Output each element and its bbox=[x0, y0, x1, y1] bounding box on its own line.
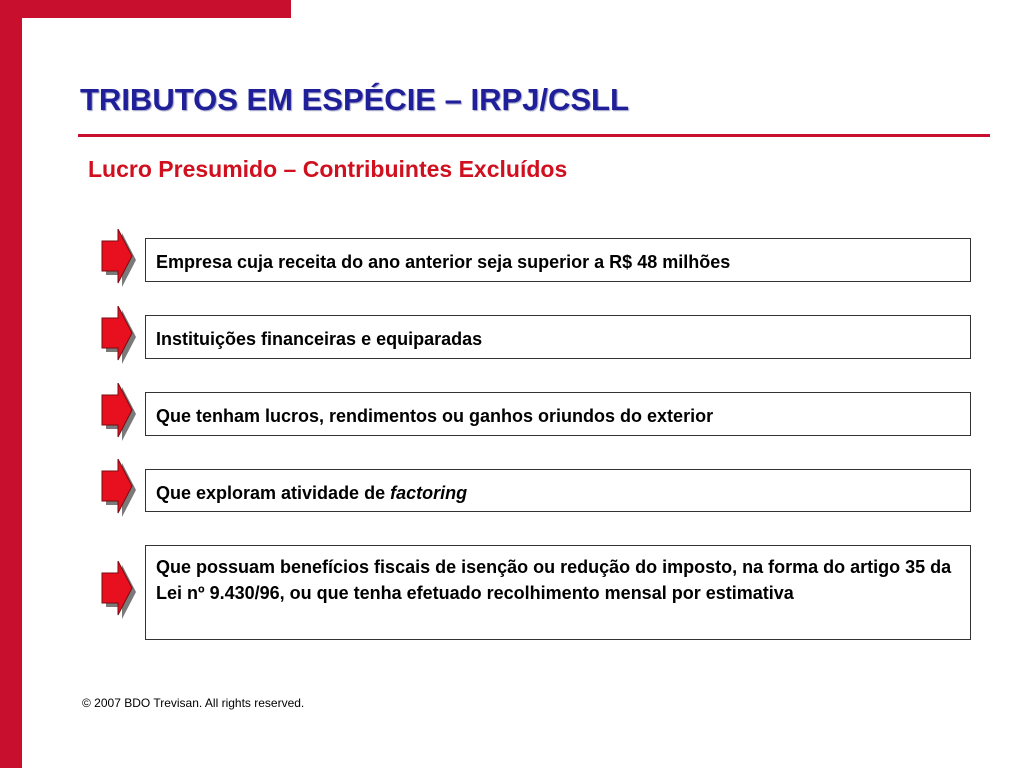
copyright-footer: © 2007 BDO Trevisan. All rights reserved. bbox=[82, 696, 305, 710]
brand-top-bar bbox=[0, 0, 291, 18]
list-item bbox=[145, 545, 971, 640]
slide-title: TRIBUTOS EM ESPÉCIE – IRPJ/CSLL bbox=[80, 82, 629, 117]
list-item-text: Empresa cuja receita do ano anterior seja superior a R$ 48 milhões bbox=[156, 252, 731, 272]
list-item bbox=[145, 469, 971, 512]
arrow-right-icon bbox=[101, 229, 137, 287]
slide-subtitle: Lucro Presumido – Contribuintes Excluídos bbox=[88, 156, 568, 182]
arrow-right-icon bbox=[101, 561, 137, 619]
list-item-text: Que tenham lucros, rendimentos ou ganhos oriundos do exterior bbox=[156, 406, 714, 426]
list-item bbox=[145, 315, 971, 359]
brand-left-bar bbox=[0, 0, 22, 768]
list-item-text: Que exploram atividade de bbox=[156, 483, 391, 503]
arrow-right-icon bbox=[101, 383, 137, 441]
arrow-right-icon bbox=[101, 459, 137, 517]
list-item bbox=[145, 238, 971, 282]
title-divider bbox=[78, 134, 990, 137]
arrow-right-icon bbox=[101, 306, 137, 364]
list-item-text: Instituições financeiras e equiparadas bbox=[156, 329, 483, 349]
list-item bbox=[145, 392, 971, 436]
list-item-italic-term: factoring bbox=[390, 483, 468, 503]
list-item-text: Que possuam benefícios fiscais de isenção ou redução do imposto, na forma do artigo 35 da Lei nº 9.430/96, ou que tenha efetuado recolhimento mensal por estimativa bbox=[156, 557, 952, 603]
